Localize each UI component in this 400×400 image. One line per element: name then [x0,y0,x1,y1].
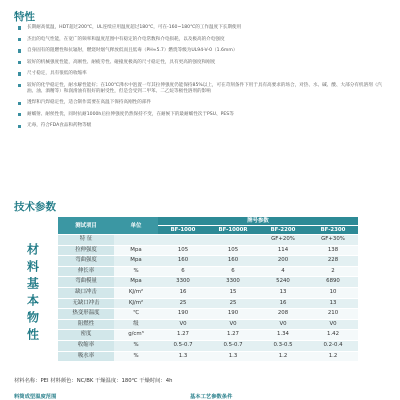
cell-value: 138 [308,245,358,256]
cell-value: 16 [158,287,208,298]
cell-item: 热变形温度 [58,309,114,320]
cell-value: 3300 [158,277,208,288]
cell-value: 190 [208,309,258,320]
header-unit: 单位 [114,217,158,235]
list-item: 较好的机械强度性能，高刚性、耐疲劳性、碰撞度极高的尺寸稳定性，具有更高的强度和刚度 [18,60,390,66]
table-row [58,309,358,320]
cell-value: 1.27 [208,330,258,341]
header-grade: BF-1000R [208,226,258,235]
tech-params-title: 技术参数 [14,201,56,213]
cell-value: 0.5-0.7 [158,340,208,351]
list-item: 透焊和汽焊稳定性，适合制作需要在高温下保持高刚性的部件 [18,100,390,106]
cell-value: 1.34 [258,330,308,341]
cell-item: 拉伸强度 [58,245,114,256]
table-row [58,235,358,246]
header-test-item: 测试项目 [58,217,114,235]
cell-value: 4 [258,266,308,277]
square-bullet-icon [18,113,21,116]
table-header-row [58,217,358,226]
table-row [58,340,358,351]
list-item: 长期耐高低温，HDT超过200℃，UL连续应用温度超过180℃，可在-160~180℃的工作温度下长期使用 [18,25,390,31]
cell-value: 105 [208,245,258,256]
cell-value: 25 [208,298,258,309]
cell-value: 105 [158,245,208,256]
cell-value: 6890 [308,277,358,288]
cell-item: 缺口冲击 [58,287,114,298]
cell-unit: 级 [114,319,158,330]
cell-value: 200 [258,256,308,267]
list-item: 杰出的电气性能，在宽广的频率和温度范围中有稳定的介电常数和介电损耗，以及极高的介电强度 [18,37,390,43]
table-row [58,245,358,256]
cell-unit: KJ/m² [114,287,158,298]
table-row [58,298,358,309]
features-list [18,25,390,135]
list-item: 较好的化学稳定性，耐水解性能好；在100℃沸水中泡置一年其拉伸强度仍能保持85%以上，可在苛刻条件下用于具有高要求的场合，对热、水、碱、酸、大部分有机溶剂（汽油、油、酒精等）和润滑油有很好的耐受性，但是会受到二甲苯、二乙烷等极性溶剂的影响 [18,83,390,95]
square-bullet-icon [18,125,21,128]
list-item: 无毒，符合FDA食品和药物等级 [18,123,390,129]
cell-item: 密度 [58,330,114,341]
cell-unit: KJ/m² [114,298,158,309]
material-footnote: 材料名称：PEI 材料颜色：NC/BK 干燥温度：180℃ 干燥时间：4h [14,378,173,384]
cell-value: 1.2 [308,351,358,362]
cell-item: 吸水率 [58,351,114,362]
header-grade: BF-2300 [308,226,358,235]
material-properties-label: 材料基本物性 [25,242,40,345]
cell-value: 114 [258,245,308,256]
header-brand-params: 牌号参数 [158,217,358,226]
cell-value: 190 [158,309,208,320]
cell-value: V0 [158,319,208,330]
cell-unit: % [114,351,158,362]
table-row [58,256,358,267]
square-bullet-icon [18,61,21,64]
list-item: 耐蠕射、耐侯性优，同时抗耐1000h后拉伸强度仍然保持不变，在耐候下的最耐蠕性次于PSU、PES等 [18,112,390,118]
header-grade: BF-1000 [158,226,208,235]
table-row [58,287,358,298]
cell-item: 伸长率 [58,266,114,277]
cell-item: 弯曲模量 [58,277,114,288]
cell-value: 5240 [258,277,308,288]
cell-item: 特 征 [58,235,114,246]
cell-item: 阻燃性 [58,319,114,330]
table-row [58,319,358,330]
cell-item: 弯曲强度 [58,256,114,267]
cell-value: 13 [258,287,308,298]
cell-unit: Mpa [114,256,158,267]
table-row [58,330,358,341]
tech-params-table [58,217,358,362]
cell-unit: g/cm³ [114,330,158,341]
cell-value: GF+20% [258,235,308,246]
cell-value: 0.3-0.5 [258,340,308,351]
cell-unit [114,235,158,246]
cell-unit: Mpa [114,277,158,288]
square-bullet-icon [18,49,21,52]
cell-value: 1.2 [258,351,308,362]
molding-temp-heading: 料筒成型温度范围 [14,394,57,400]
cell-value [158,235,208,246]
cell-value: 1.42 [308,330,358,341]
cell-value: V0 [258,319,308,330]
square-bullet-icon [18,38,21,41]
cell-value: 10 [308,287,358,298]
cell-value: 210 [308,309,358,320]
features-title: 特性 [14,11,35,23]
list-item: 自身固有的阻燃性和抗辐射，燃烧时烟气释放低而且低毒（PH≈5.7）燃烧等级为UL94-V-0（1.6mm） [18,48,390,54]
cell-value: 6 [208,266,258,277]
cell-value [208,235,258,246]
cell-value: 25 [158,298,208,309]
cell-unit: ℃ [114,309,158,320]
cell-value: 0.2-0.4 [308,340,358,351]
cell-unit: % [114,340,158,351]
cell-unit: Mpa [114,245,158,256]
square-bullet-icon [18,72,21,75]
cell-value: V0 [208,319,258,330]
cell-value: 1.27 [158,330,208,341]
square-bullet-icon [18,102,21,105]
process-params-heading: 基本工艺参数条件 [190,394,233,400]
table-row [58,266,358,277]
cell-value: 15 [208,287,258,298]
cell-value: 6 [158,266,208,277]
cell-value: 0.5-0.7 [208,340,258,351]
cell-item: 无缺口冲击 [58,298,114,309]
cell-unit: % [114,266,158,277]
cell-value: 13 [308,298,358,309]
cell-value: 160 [208,256,258,267]
cell-value: 16 [258,298,308,309]
square-bullet-icon [18,84,21,87]
cell-value: 1.3 [158,351,208,362]
cell-value: 208 [258,309,308,320]
cell-value: 1.3 [208,351,258,362]
square-bullet-icon [18,26,21,29]
table-row [58,277,358,288]
cell-value: 2 [308,266,358,277]
table-row [58,351,358,362]
cell-value: 160 [158,256,208,267]
cell-value: V0 [308,319,358,330]
list-item: 尺寸稳定，具有很低的收缩率 [18,71,390,77]
cell-value: 228 [308,256,358,267]
cell-value: GF+30% [308,235,358,246]
cell-value: 3300 [208,277,258,288]
cell-item: 收缩率 [58,340,114,351]
header-grade: BF-2200 [258,226,308,235]
